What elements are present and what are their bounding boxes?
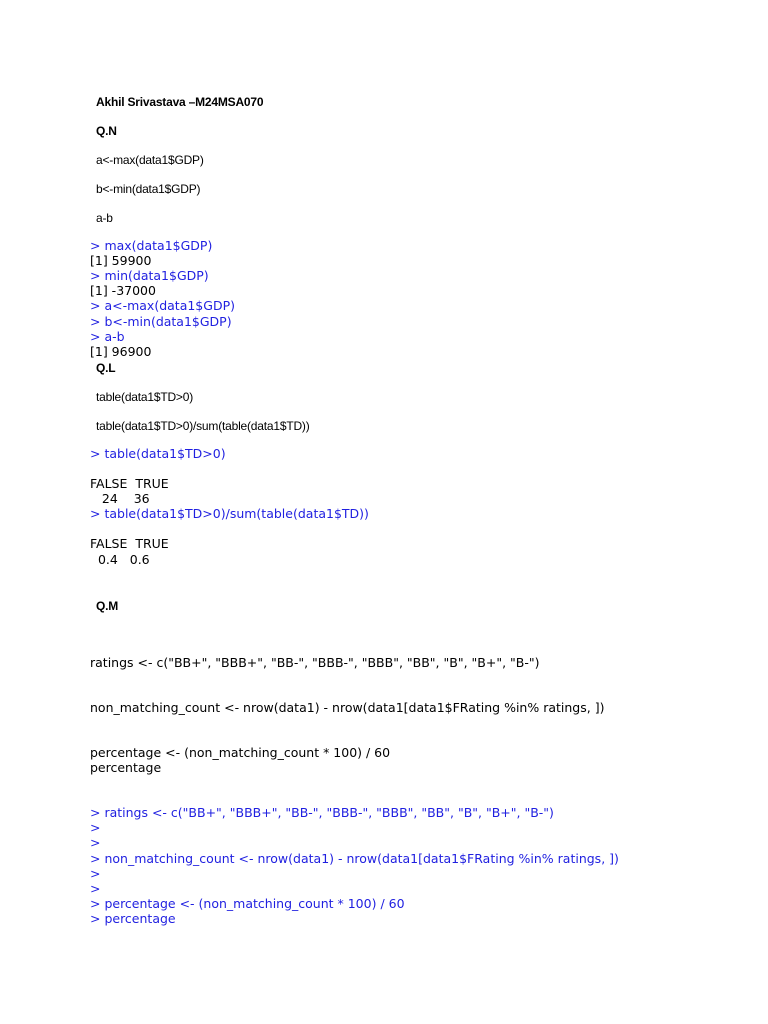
code-line: table(data1$TD>0)/sum(table(data1$TD)) <box>96 419 310 433</box>
console-input-line: > a-b <box>90 329 125 344</box>
console-output-line: 24 36 <box>90 491 150 506</box>
console-input-line: > percentage <box>90 911 176 926</box>
console-input-line: > <box>90 820 101 835</box>
code-line: b<-min(data1$GDP) <box>96 182 201 196</box>
console-output-line: [1] 59900 <box>90 253 152 268</box>
console-input-line: > max(data1$GDP) <box>90 238 213 253</box>
code-line: table(data1$TD>0) <box>96 390 193 404</box>
console-input-line: > min(data1$GDP) <box>90 268 209 283</box>
code-line: non_matching_count <- nrow(data1) - nrow(data1[data1$FRating %in% ratings, ]) <box>90 700 605 715</box>
console-input-line: > <box>90 866 101 881</box>
console-input-line: > percentage <- (non_matching_count * 100) / 60 <box>90 896 405 911</box>
console-output-line: [1] 96900 <box>90 344 152 359</box>
console-input-line: > b<-min(data1$GDP) <box>90 314 232 329</box>
question-l-title: Q.L <box>96 361 116 375</box>
console-output-line: [1] -37000 <box>90 283 156 298</box>
console-input-line: > <box>90 881 101 896</box>
console-output-line: FALSE TRUE <box>90 536 169 551</box>
console-input-line: > ratings <- c("BB+", "BBB+", "BB-", "BBB-", "BBB", "BB", "B", "B+", "B-") <box>90 805 554 820</box>
code-line: ratings <- c("BB+", "BBB+", "BB-", "BBB-", "BBB", "BB", "B", "B+", "B-") <box>90 655 540 670</box>
code-line: percentage <box>90 760 162 775</box>
code-line: a<-max(data1$GDP) <box>96 153 204 167</box>
console-input-line: > table(data1$TD>0)/sum(table(data1$TD)) <box>90 506 369 521</box>
console-input-line: > <box>90 835 101 850</box>
console-output-line: 0.4 0.6 <box>90 552 150 567</box>
code-line: percentage <- (non_matching_count * 100) / 60 <box>90 745 391 760</box>
console-input-line: > non_matching_count <- nrow(data1) - nrow(data1[data1$FRating %in% ratings, ]) <box>90 851 619 866</box>
question-n-title: Q.N <box>96 124 117 138</box>
code-line: a-b <box>96 211 113 225</box>
console-input-line: > table(data1$TD>0) <box>90 446 226 461</box>
author-heading: Akhil Srivastava –M24MSA070 <box>96 95 264 109</box>
question-m-title: Q.M <box>96 599 119 613</box>
console-input-line: > a<-max(data1$GDP) <box>90 298 235 313</box>
console-output-line: FALSE TRUE <box>90 476 169 491</box>
